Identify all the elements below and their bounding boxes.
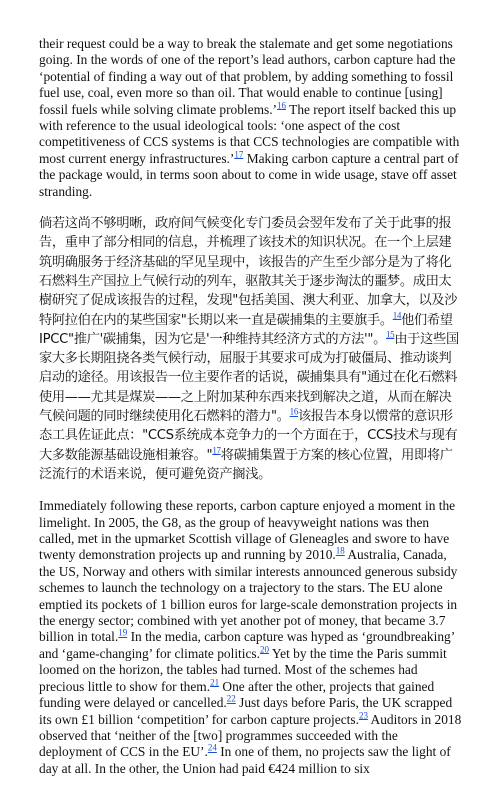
text-run: One after the other, projects that gained funding were delayed or cancelled. [39, 678, 435, 711]
footnote-link[interactable]: 21 [210, 677, 220, 688]
text-run: Auditors in 2018 observed that ‘neither of the [two] programmes succeeded with the deployment of CCS in the EU’. [39, 711, 462, 760]
text-run: Making carbon capture a central part of the package would, in terms soon about to come in wide usage, stave off asset stranding. [39, 150, 459, 199]
footnote-link[interactable]: 14 [392, 310, 402, 321]
footnote-link[interactable]: 17 [234, 149, 244, 160]
document-page [39, 36, 463, 791]
text-run: 倘若这尚不够明晰，政府间气候变化专门委员会翌年发布了关于此事的报告，重申了部分相同的信息，并梳理了该技术的知识状况。在一个上层建筑明确服务于经济基础的罕见呈现中，该报告的产生至少部分是为了将化石燃料生产国拉上气候行动的列车，驱散其关于逐步淘汰的噩梦。成田太樹研究了促成该报告的过程，发现"包括美国、澳大利亚、加拿大，以及沙特阿拉伯在内的某些国家"长期以来一直是碳捕集的主要旗手。 [39, 216, 458, 328]
text-run: The report itself backed this up with reference to the usual ideological tools: ‘one aspect of the cost competitiveness of CCS systems is that CCS technologies are compatible with most current energy infrastructures.’ [39, 101, 460, 166]
footnote-link[interactable]: 24 [207, 742, 217, 753]
footnote-link[interactable]: 18 [335, 545, 345, 556]
text-run: Immediately following these reports, carbon capture enjoyed a moment in the limelight. In 2005, the G8, as the group of heavyweight nations was then called, met in the upmarket Scottish village of Gleneagles and swore to have twenty demonstration projects up and running by 2010. [39, 498, 456, 563]
footnote-link[interactable]: 23 [358, 710, 368, 721]
footnote-link[interactable]: 16 [277, 100, 287, 111]
text-run: 他们希望IPCC"推广'碳捕集，因为它是'一种维持其经济方式的方法'"。 [39, 312, 453, 347]
paragraph-chinese-translation [39, 214, 463, 484]
footnote-link[interactable]: 17 [212, 445, 221, 456]
text-run: their request could be a way to break the stalemate and get some negotiations going. In the words of one of the report’s lead authors, carbon capture had the ‘potential of finding a way out of that problem, by adding something to fossil fuel use, coal, even more so than oil. That would enable to continue [using] fossil fuels while solving climate problems.’ [39, 36, 456, 117]
footnote-link[interactable]: 22 [226, 693, 236, 704]
footnote-link[interactable]: 16 [289, 406, 299, 417]
text-run: In the media, carbon capture was hyped as ‘groundbreaking’ and ‘game-changing’ for climate politics. [39, 629, 455, 661]
text-run: 由于这些国家大多长期阻挠各类气候行动，屈服于其要求可成为打破僵局、推动谈判启动的途径。用该报告一位主要作者的话说，碳捕集具有"通过在化石燃料使用——尤其是煤炭——之上附加某种东西来找到解决之道，从而在解决气候问题的同时继续使用化石燃料的潜力"。 [39, 331, 459, 425]
footnote-link[interactable]: 15 [385, 329, 395, 340]
paragraph-english-1 [39, 36, 463, 200]
text-run: Australia, Canada, the US, Norway and others with similar interests announced generous subsidy schemes to launch the technology on a trajectory to the stars. The EU alone emptied its pockets of 1 billion euros for large-scale demonstration projects in the energy sector; combined with yet another pot of money, that became 3.7 billion in total. [39, 547, 458, 645]
text-run: Just days before Paris, the UK scrapped its own £1 billion ‘competition’ for carbon capture projects. [39, 695, 453, 727]
footnote-link[interactable]: 20 [259, 644, 269, 655]
text-run: 该报告本身以惯常的意识形态工具佐证此点："CCS系统成本竞争力的一个方面在于，CCS技术与现有大多数能源基础设施相兼容。" [39, 409, 458, 463]
footnote-link[interactable]: 19 [118, 628, 128, 638]
text-run: In one of them, no projects saw the light of day at all. In the other, the Union had paid €424 million to six [39, 744, 451, 776]
text-run: 将碳捕集置于方案的核心位置，用即将广泛流行的术语来说，便可避免资产搁浅。 [39, 447, 453, 482]
paragraph-english-2 [39, 498, 463, 777]
text-run: Yet by the time the Paris summit loomed on the horizon, the tables had turned. Most of the schemes had precious little to show for them. [39, 645, 447, 694]
